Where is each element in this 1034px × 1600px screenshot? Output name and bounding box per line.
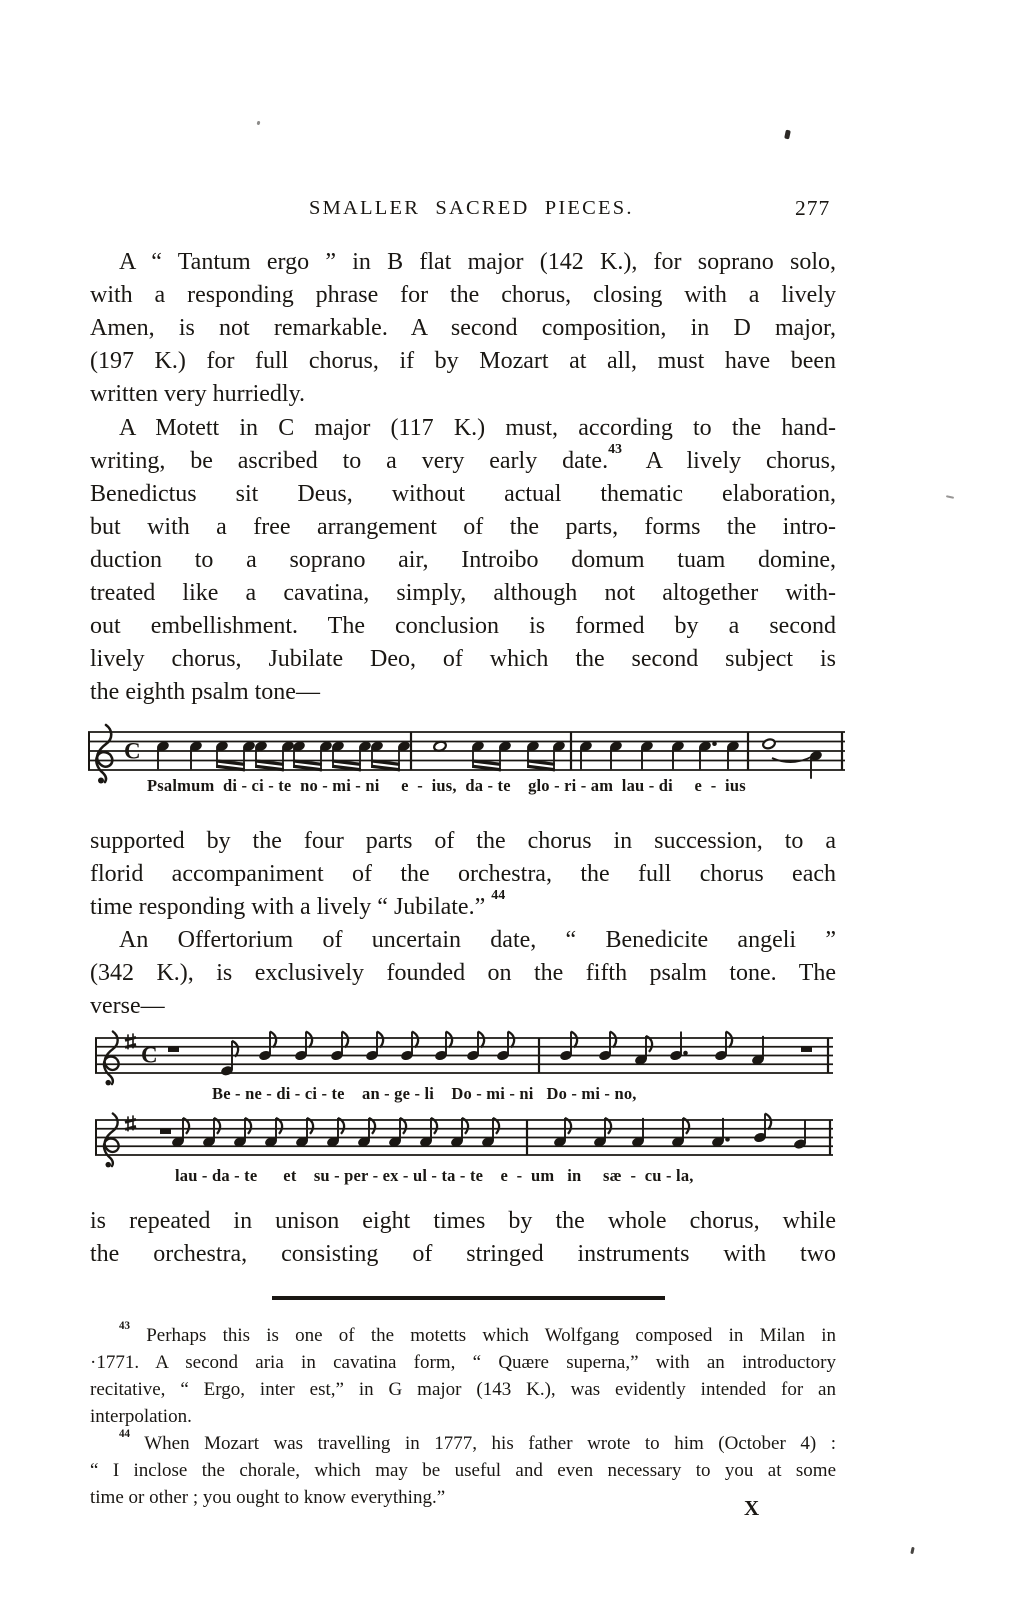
text-segment: time or other ; you ought to know everything.” <box>90 1487 446 1508</box>
text-segment: but with a free arrangement of the parts, forms the intro- <box>90 514 836 540</box>
text-line <box>90 1457 836 1484</box>
text-segment: verse— <box>90 993 165 1019</box>
lyric-line: Psalmum di - ci - te no - mi - ni e - ius, da - te glo - ri - am lau - di e - ius <box>147 776 746 795</box>
text-segment: “ I inclose the chorale, which may be useful and even necessary to you at some <box>90 1460 836 1481</box>
text-segment: with a responding phrase for the chorus, closing with a lively <box>90 282 836 308</box>
text-segment: A “ Tantum ergo ” in B flat major (142 K.), for soprano solo, <box>119 249 836 275</box>
text-line <box>90 1484 836 1511</box>
text-segment: Perhaps this is one of the motetts which Wolfgang composed in Milan in <box>130 1325 836 1346</box>
footnote <box>90 1319 836 1430</box>
text-segment: supported by the four parts of the chorus in succession, to a <box>90 828 836 854</box>
text-line <box>90 1376 836 1403</box>
text-segment: When Mozart was travelling in 1777, his father wrote to him (October 4) : <box>130 1433 836 1454</box>
text-segment: time responding with a lively “ Jubilate.” <box>90 894 492 920</box>
text-segment: A lively chorus, <box>622 448 837 474</box>
text-segment: duction to a soprano air, Introibo domum tuam domine, <box>90 547 836 573</box>
footnote-marker: 44 <box>119 1427 131 1440</box>
text-line <box>90 1403 836 1430</box>
svg-text:C: C <box>124 738 141 764</box>
text-segment: ·1771. A second aria in cavatina form, “ Quære superna,” with an introductory <box>90 1352 836 1373</box>
text-segment: the orchestra, consisting of stringed instruments with two <box>90 1241 836 1267</box>
scan-speck <box>946 495 954 499</box>
text-segment: florid accompaniment of the orchestra, the full chorus each <box>90 861 836 887</box>
text-line <box>90 1319 836 1349</box>
text-segment: (342 K.), is exclusively founded on the fifth psalm tone. The <box>90 960 836 986</box>
text-segment: An Offertorium of uncertain date, “ Benedicite angeli ” <box>119 927 836 953</box>
text-segment: the eighth psalm tone— <box>90 679 320 705</box>
footnote <box>90 1427 836 1511</box>
text-segment: out embellishment. The conclusion is formed by a second <box>90 613 836 639</box>
svg-text:C: C <box>141 1042 158 1068</box>
text-segment: Amen, is not remarkable. A second composition, in D major, <box>90 315 836 341</box>
text-line <box>90 1349 836 1376</box>
footnotes-column <box>90 0 836 1600</box>
text-segment: lively chorus, Jubilate Deo, of which the second subject is <box>90 646 836 672</box>
scan-speck <box>910 1547 914 1554</box>
text-segment: interpolation. <box>90 1406 192 1427</box>
text-segment: writing, be ascribed to a very early date. <box>90 448 609 474</box>
text-segment: recitative, “ Ergo, inter est,” in G major (143 K.), was evidently intended for an <box>90 1379 836 1400</box>
text-segment: is repeated in unison eight times by the whole chorus, while <box>90 1208 836 1234</box>
text-segment: written very hurriedly. <box>90 381 306 407</box>
running-header: SMALLER SACRED PIECES. <box>309 197 634 219</box>
text-segment: A Motett in C major (117 K.) must, according to the hand- <box>119 415 836 441</box>
footnote-marker: 43 <box>608 441 622 457</box>
text-segment: treated like a cavatina, simply, although not altogether with- <box>90 580 836 606</box>
text-segment: (197 K.) for full chorus, if by Mozart at all, must have been <box>90 348 836 374</box>
signature-mark: X <box>744 1496 760 1520</box>
text-line <box>90 1427 836 1457</box>
footnote-marker: 43 <box>119 1319 131 1332</box>
lyric-line: Be - ne - di - ci - te an - ge - li Do - mi - ni Do - mi - no, <box>212 1084 637 1103</box>
footnote-marker: 44 <box>491 887 506 903</box>
page-number: 277 <box>795 196 831 220</box>
lyric-line: lau - da - te et su - per - ex - ul - ta - te e - um in sæ - cu - la, <box>175 1166 694 1185</box>
text-segment: Benedictus sit Deus, without actual thematic elaboration, <box>90 481 836 507</box>
